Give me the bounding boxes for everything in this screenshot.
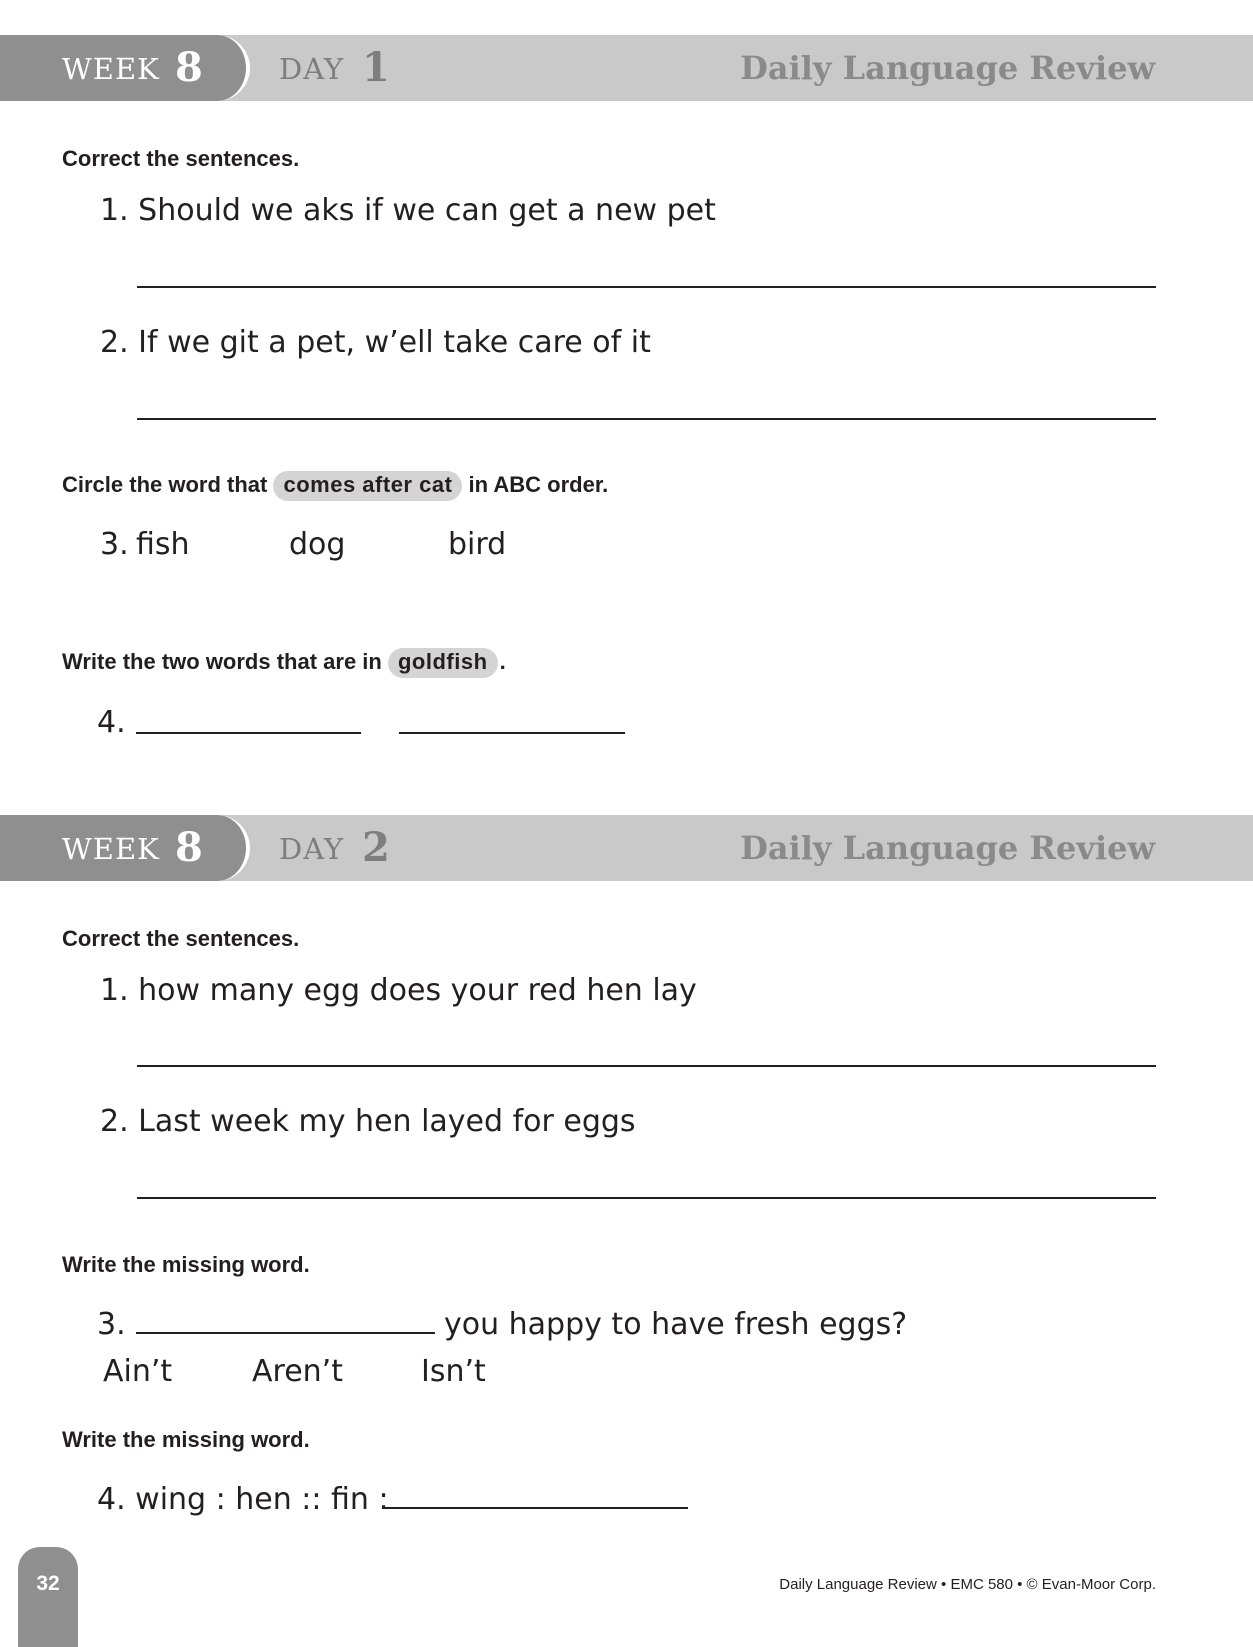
day2-week-label: WEEK — [62, 832, 160, 866]
day1-day-label: DAY — [279, 52, 345, 86]
day2-question-4: 4. wing : hen :: fin : — [97, 1482, 389, 1517]
day1-page-title: Daily Language Review — [740, 49, 1155, 87]
day2-day-label: DAY — [279, 832, 345, 866]
day1-directions-correct: Correct the sentences. — [62, 146, 300, 171]
day2-directions-correct: Correct the sentences. — [62, 926, 300, 951]
day2-answer-line-4[interactable] — [385, 1507, 688, 1509]
day2-question-3-number: 3. — [97, 1307, 126, 1342]
day2-day-number: 2 — [362, 824, 390, 871]
day1-week-badge — [0, 35, 250, 101]
day1-directions-goldfish-post: . — [499, 649, 506, 674]
day2-directions-missing-word-3: Write the missing word. — [62, 1252, 310, 1277]
day2-question-2: 2. Last week my hen layed for eggs — [100, 1104, 636, 1139]
day1-day-number: 1 — [362, 44, 390, 91]
day1-header-band — [0, 35, 1253, 101]
day2-answer-line-2[interactable] — [137, 1197, 1156, 1199]
day2-header-band — [0, 815, 1253, 881]
day1-option-fish[interactable]: fish — [136, 527, 190, 562]
day1-question-4-number: 4. — [97, 705, 126, 740]
day1-option-dog[interactable]: dog — [289, 527, 346, 562]
day2-option-isnt[interactable]: Isn’t — [421, 1354, 486, 1389]
day2-directions-missing-word-4: Write the missing word. — [62, 1427, 310, 1452]
day2-option-arent[interactable]: Aren’t — [252, 1354, 343, 1389]
day1-answer-line-1[interactable] — [137, 286, 1156, 288]
day1-option-bird[interactable]: bird — [448, 527, 507, 562]
footer-credit: Daily Language Review • EMC 580 • © Evan-Moor Corp. — [779, 1576, 1156, 1593]
day1-directions-abc-post: in ABC order. — [468, 472, 609, 497]
day1-directions-abc-pre: Circle the word that — [62, 472, 268, 497]
day1-question-3-number: 3. — [100, 527, 129, 562]
day2-week-number: 8 — [175, 824, 203, 871]
day1-question-1: 1. Should we aks if we can get a new pet — [100, 193, 716, 228]
day2-answer-line-1[interactable] — [137, 1065, 1156, 1067]
day1-directions-abc — [62, 471, 608, 501]
day2-question-1: 1. how many egg does your red hen lay — [100, 973, 697, 1008]
day2-question-3-text: you happy to have fresh eggs? — [444, 1307, 908, 1342]
page-number-tab — [18, 1547, 78, 1647]
day2-page-title: Daily Language Review — [740, 829, 1155, 867]
day2-week-badge — [0, 815, 250, 881]
day2-answer-line-3[interactable] — [136, 1332, 435, 1334]
day1-week-number: 8 — [175, 44, 203, 91]
page-number: 32 — [36, 1572, 60, 1595]
day1-highlight-comes-after-cat: comes after cat — [273, 471, 462, 501]
day2-option-aint[interactable]: Ain’t — [103, 1354, 173, 1389]
day1-question-2: 2. If we git a pet, w’ell take care of it — [100, 325, 651, 360]
day1-directions-goldfish-pre: Write the two words that are in — [62, 649, 382, 674]
day1-directions-goldfish — [62, 648, 506, 678]
day1-answer-line-4a[interactable] — [136, 732, 361, 734]
day1-highlight-goldfish: goldfish — [388, 648, 498, 678]
day1-answer-line-4b[interactable] — [399, 732, 625, 734]
day1-answer-line-2[interactable] — [137, 418, 1156, 420]
day1-week-label: WEEK — [62, 52, 160, 86]
